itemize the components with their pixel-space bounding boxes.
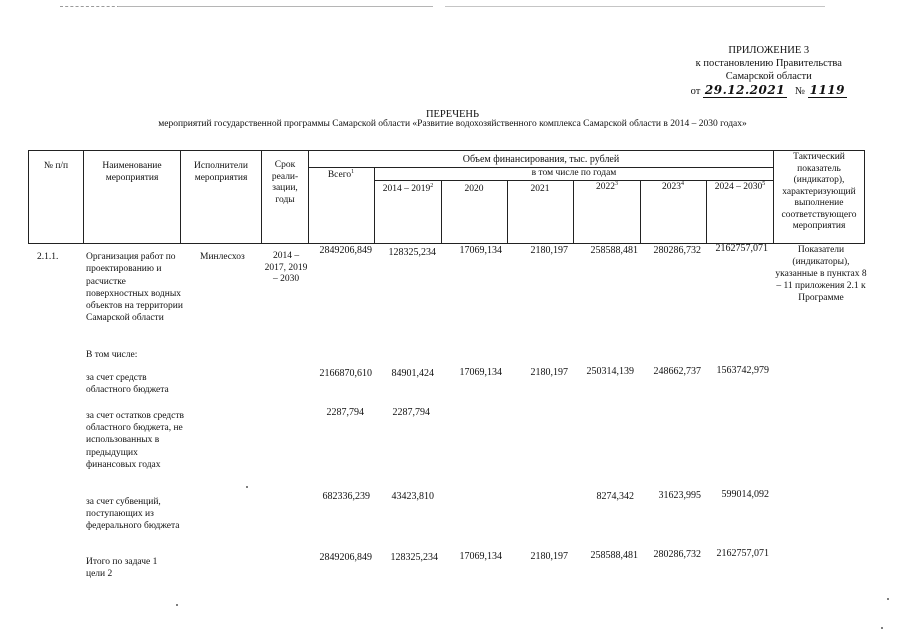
scan-edge-line — [118, 6, 433, 7]
scan-speck — [881, 627, 883, 629]
row-value-2014-2019: 128325,234 — [388, 247, 436, 258]
total-row-total: 2849206,849 — [319, 552, 372, 563]
header-term: Срок реали-зации, годы — [271, 160, 299, 205]
handwritten-date: 29.12.2021 — [704, 83, 786, 97]
header-by-years: в том числе по годам — [531, 168, 617, 178]
appendix-region: Самарской области — [725, 71, 812, 82]
total-row-2020: 17069,134 — [459, 551, 502, 562]
total-row-2021: 2180,197 — [530, 551, 568, 562]
row-value-total: 2849206,849 — [319, 245, 372, 256]
row-number: 2.1.1. — [37, 252, 59, 262]
document-title: ПЕРЕЧЕНЬ — [425, 109, 480, 120]
total-row-2022: 258588,481 — [590, 550, 638, 561]
header-divider — [374, 180, 774, 181]
row-name: Организация работ по проектированию и расчистке поверхностных водных объектов на территории Самарской области — [86, 252, 183, 324]
total-row-label: Итого по задаче 1 цели 2 — [86, 557, 158, 579]
col-divider — [374, 167, 375, 244]
header-num: № п/п — [43, 161, 69, 171]
subrow-regional-2014-2019: 84901,424 — [391, 368, 434, 379]
header-year-2023: 2023$^4$ — [662, 180, 684, 192]
subrow-balances-2014-2019: 2287,794 — [392, 407, 430, 418]
table-border-left — [28, 150, 29, 244]
header-year-2014-2019: 2014 – 2019$^2$ — [382, 182, 434, 194]
col-divider — [180, 150, 181, 244]
subrow-label-federal: за счет субвенций, поступающих из федерального бюджета — [86, 497, 180, 532]
row-value-2023: 280286,732 — [653, 245, 701, 256]
subrow-regional-2021: 2180,197 — [530, 367, 568, 378]
document-subtitle: мероприятий государственной программы Самарской области «Развитие водохозяйственного комплекса Самарской области в 2014 – 2030 годах» — [158, 119, 747, 129]
subrow-regional-2024-2030: 1563742,979 — [716, 365, 769, 376]
table-border-top — [28, 150, 864, 151]
total-row-2014-2019: 128325,234 — [390, 552, 438, 563]
number-prefix: № — [794, 86, 805, 97]
subrow-federal-2014-2019: 43423,810 — [391, 491, 434, 502]
row-term: 2014 – 2017, 2019 – 2030 — [264, 251, 308, 284]
header-indicator: Тактический показатель (индикатор), характеризующий выполнение соответствующего мероприятия — [781, 152, 857, 231]
subrow-federal-2023: 31623,995 — [658, 490, 701, 501]
header-total: Всего$^1$ — [327, 168, 355, 180]
appendix-date-line — [691, 84, 847, 98]
col-divider — [261, 150, 262, 244]
subrow-federal-2024-2030: 599014,092 — [721, 489, 769, 500]
scan-speck — [176, 604, 178, 606]
row-value-2022: 258588,481 — [590, 245, 638, 256]
scan-speck — [887, 598, 889, 600]
subrow-label-regional: за счет средств областного бюджета — [86, 373, 169, 395]
table-border-right — [864, 150, 865, 244]
handwritten-number: 1119 — [809, 83, 845, 97]
scan-edge-line — [445, 6, 825, 7]
header-executor: Исполнители мероприятия — [194, 161, 248, 183]
subrow-regional-total: 2166870,610 — [319, 368, 372, 379]
subrow-balances-total: 2287,794 — [326, 407, 364, 418]
header-year-2021: 2021 — [530, 184, 550, 194]
header-year-2020: 2020 — [464, 184, 484, 194]
col-divider — [83, 150, 84, 244]
subrow-regional-2022: 250314,139 — [586, 366, 634, 377]
subrow-label-balances: за счет остатков средств областного бюджета, не использованных в предыдущих финансовых годах — [86, 411, 184, 470]
subrow-federal-total: 682336,239 — [322, 491, 370, 502]
col-divider — [773, 150, 774, 244]
col-divider — [308, 150, 309, 244]
row-indicator: Показатели (индикаторы), указанные в пунктах 8 – 11 приложения 2.1 к Программе — [775, 245, 867, 303]
row-value-2021: 2180,197 — [530, 245, 568, 256]
total-row-2023: 280286,732 — [653, 549, 701, 560]
row-value-2024-2030: 2162757,071 — [715, 243, 768, 254]
appendix-resolution: к постановлению Правительства — [695, 58, 842, 69]
subrow-federal-2022: 8274,342 — [596, 491, 634, 502]
subrow-regional-2020: 17069,134 — [459, 367, 502, 378]
appendix-header — [691, 44, 847, 98]
header-year-2022: 2022$^3$ — [596, 180, 618, 192]
including-label: В том числе: — [86, 350, 138, 360]
date-prefix: от — [690, 86, 701, 97]
row-executor: Минлесхоз — [200, 252, 245, 262]
header-funding: Объем финансирования, тыс. рублей — [462, 154, 620, 165]
header-name: Наименование мероприятия — [102, 161, 162, 183]
scan-edge-line — [60, 6, 120, 7]
appendix-title: ПРИЛОЖЕНИЕ 3 — [728, 45, 810, 56]
total-row-2024-2030: 2162757,071 — [716, 548, 769, 559]
header-year-2024-2030: 2024 – 2030$^5$ — [714, 180, 766, 192]
subrow-regional-2023: 248662,737 — [653, 366, 701, 377]
scan-speck — [246, 486, 248, 488]
row-value-2020: 17069,134 — [459, 245, 502, 256]
